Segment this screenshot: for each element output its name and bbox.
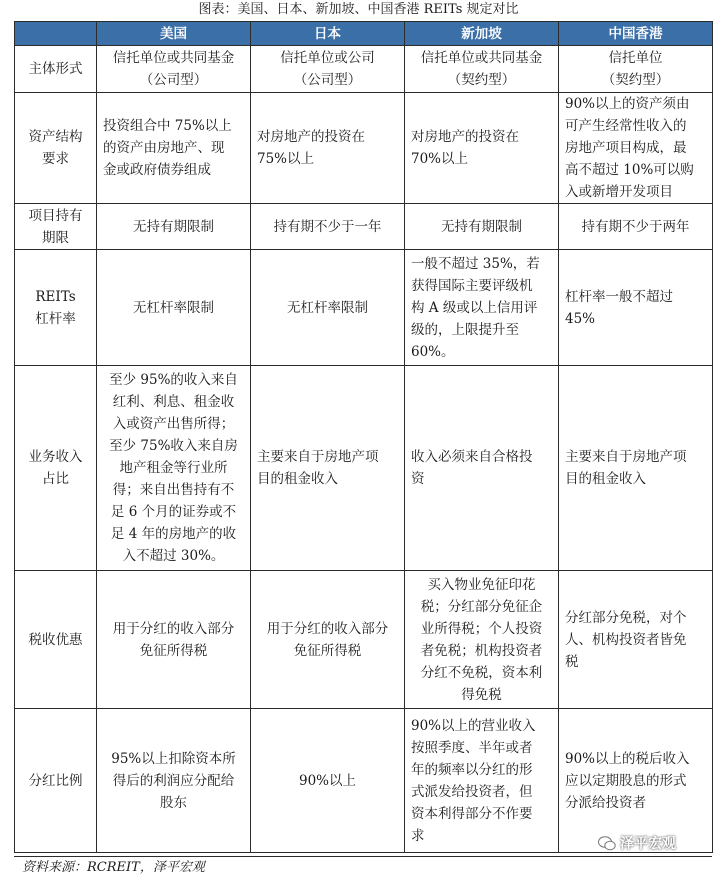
row-label-line: 项目持有 xyxy=(28,207,83,224)
row-label xyxy=(15,709,97,853)
cell-line: 用于分红的收入部分 xyxy=(266,620,389,637)
header-singapore: 新加坡 xyxy=(405,22,559,46)
cell-line: （契约型） xyxy=(601,72,670,88)
cell-usa xyxy=(97,366,251,571)
cell-line: 信托单位或共同基金 xyxy=(420,50,543,66)
table-row xyxy=(15,46,713,93)
cell-line: 75%以上 xyxy=(257,151,315,167)
cell-line: 至少 95%的收入来自 xyxy=(109,372,238,388)
row-label xyxy=(15,204,97,250)
cell-line: 信托单位 xyxy=(608,50,663,66)
cell-line: 分红部分免税，对个 xyxy=(565,609,687,626)
watermark-text: 泽平宏观 xyxy=(620,836,676,852)
comparison-table xyxy=(14,21,713,853)
cell-line: 红利、利息、租金收 xyxy=(112,394,235,410)
table-row xyxy=(15,204,713,250)
cell-line: 投资组合中 75%以上 xyxy=(103,118,232,134)
cell-line: 至少 75%收入来自房 xyxy=(109,438,238,454)
cell-line: （契约型） xyxy=(447,72,516,88)
cell-line: 对房地产的投资在 xyxy=(257,129,365,145)
cell-line: 得免税 xyxy=(461,686,502,703)
bottom-rule xyxy=(14,856,712,857)
row-label xyxy=(15,366,97,571)
cell-line: 90%以上的营业收入 xyxy=(411,717,536,734)
cell-line: 者免税；机构投资者 xyxy=(420,642,543,659)
cell-line: 足 6 个月的证券或不 xyxy=(110,504,237,520)
cell-line: 持有期不少于一年 xyxy=(273,218,382,235)
cell-japan xyxy=(251,366,405,571)
cell-singapore xyxy=(405,571,559,709)
header-row xyxy=(15,22,713,46)
row-label-line: 资产结构 xyxy=(28,129,83,145)
cell-line: 主要来自于房地产项 xyxy=(565,449,687,465)
cell-line: 信托单位或公司 xyxy=(280,50,375,66)
cell-singapore xyxy=(405,93,559,204)
row-label-line: REITs xyxy=(35,288,76,305)
row-label-line: 杠杆率 xyxy=(35,310,76,327)
cell-line: 目的租金收入 xyxy=(257,471,338,487)
cell-line: 杠杆率一般不超过 xyxy=(565,288,673,305)
cell-line: 信托单位或共同基金 xyxy=(112,50,235,66)
header-usa: 美国 xyxy=(97,22,251,46)
cell-line: 45% xyxy=(565,310,596,327)
cell-line: 可产生经常性收入的 xyxy=(565,118,687,134)
cell-line: 免征所得税 xyxy=(139,642,208,659)
table-row xyxy=(15,93,713,204)
cell-line: 买入物业免征印花 xyxy=(427,576,536,593)
row-label-line: 主体形式 xyxy=(28,61,83,77)
cell-hongkong xyxy=(559,46,713,93)
cell-line: 主要来自于房地产项 xyxy=(257,449,379,465)
cell-line: 90%以上的税后收入 xyxy=(565,750,690,767)
cell-line: 足 4 年的房地产的收 xyxy=(110,526,237,542)
cell-line: 分派给投资者 xyxy=(565,794,646,811)
table-row xyxy=(15,366,713,571)
cell-line: 得；来自出售持有不 xyxy=(112,482,235,498)
cell-hongkong xyxy=(559,571,713,709)
cell-line: 业所得税；个人投资 xyxy=(420,620,543,637)
cell-usa xyxy=(97,204,251,250)
cell-line: 的资产由房地产、现 xyxy=(103,140,225,156)
cell-line: 入或新增开发项目 xyxy=(565,184,673,200)
cell-line: 一般不超过 35%，若 xyxy=(411,255,540,272)
cell-line: 应以定期股息的形式 xyxy=(565,772,687,789)
cell-hongkong xyxy=(559,204,713,250)
table-row xyxy=(15,709,713,853)
cell-singapore xyxy=(405,46,559,93)
cell-line: 无持有期限制 xyxy=(133,218,214,235)
table-row xyxy=(15,250,713,366)
wechat-icon xyxy=(598,836,616,851)
cell-japan xyxy=(251,250,405,366)
cell-line: 90%以上 xyxy=(298,772,356,789)
cell-singapore xyxy=(405,709,559,853)
cell-line: （公司型） xyxy=(139,72,208,88)
row-label-line: 税收优惠 xyxy=(28,631,83,648)
cell-line: 求 xyxy=(411,827,425,844)
cell-line: 目的租金收入 xyxy=(565,471,646,487)
cell-line: 资本利得部分不作要 xyxy=(411,805,533,822)
cell-usa xyxy=(97,46,251,93)
cell-singapore xyxy=(405,204,559,250)
cell-singapore xyxy=(405,250,559,366)
cell-line: 入不超过 30%。 xyxy=(122,548,225,564)
row-label-line: 要求 xyxy=(42,151,69,167)
cell-line: 获得国际主要评级机 xyxy=(411,277,533,294)
watermark xyxy=(598,833,676,853)
cell-line: （公司型） xyxy=(293,72,362,88)
table-caption: 图表：美国、日本、新加坡、中国香港 REITs 规定对比 xyxy=(198,2,519,17)
cell-line: 免征所得税 xyxy=(293,642,362,659)
cell-line: 分红不免税，资本利 xyxy=(420,664,543,681)
cell-line: 90%以上的资产须由 xyxy=(565,96,690,112)
cell-line: 无杠杆率限制 xyxy=(133,299,214,316)
cell-line: 金或政府债券组成 xyxy=(103,162,211,178)
cell-line: 高不超过 10%可以购 xyxy=(565,162,694,178)
row-label xyxy=(15,571,97,709)
cell-line: 构 A 级或以上信用评 xyxy=(411,299,538,316)
cell-hongkong xyxy=(559,93,713,204)
cell-line: 得后的利润应分配给 xyxy=(112,772,235,789)
row-label-line: 期限 xyxy=(42,229,69,246)
cell-line: 地产租金等行业所 xyxy=(119,460,228,476)
row-label xyxy=(15,93,97,204)
cell-singapore xyxy=(405,366,559,571)
header-corner xyxy=(15,22,97,46)
cell-line: 持有期不少于两年 xyxy=(581,218,690,235)
cell-japan xyxy=(251,204,405,250)
cell-line: 70%以上 xyxy=(411,151,469,167)
cell-line: 收入必须来自合格投 xyxy=(411,449,533,465)
cell-line: 税 xyxy=(565,653,579,670)
cell-hongkong xyxy=(559,250,713,366)
table-row xyxy=(15,571,713,709)
cell-usa xyxy=(97,709,251,853)
cell-line: 对房地产的投资在 xyxy=(411,129,519,145)
cell-line: 股东 xyxy=(160,794,187,811)
header-japan: 日本 xyxy=(251,22,405,46)
source-note: 资料来源：RCREIT，泽平宏观 xyxy=(22,860,205,875)
row-label-line: 分红比例 xyxy=(28,772,83,789)
cell-line: 级的，上限提升至 xyxy=(411,321,519,338)
row-label xyxy=(15,250,97,366)
cell-line: 60%。 xyxy=(411,343,455,360)
cell-hongkong xyxy=(559,709,713,853)
cell-usa xyxy=(97,250,251,366)
cell-line: 按照季度、半年或者 xyxy=(411,739,533,756)
cell-line: 95%以上扣除资本所 xyxy=(111,750,236,767)
cell-usa xyxy=(97,571,251,709)
cell-line: 无持有期限制 xyxy=(441,218,522,235)
cell-line: 房地产项目构成，最 xyxy=(565,140,687,156)
cell-line: 资 xyxy=(411,471,425,487)
cell-usa xyxy=(97,93,251,204)
cell-japan xyxy=(251,571,405,709)
row-label-line: 占比 xyxy=(42,471,69,487)
cell-line: 用于分红的收入部分 xyxy=(112,620,235,637)
cell-hongkong xyxy=(559,366,713,571)
cell-line: 式派发给投资者，但 xyxy=(411,783,533,800)
cell-line: 年的频率以分红的形 xyxy=(411,761,533,778)
cell-line: 入或资产出售所得； xyxy=(112,416,235,432)
cell-japan xyxy=(251,46,405,93)
row-label xyxy=(15,46,97,93)
header-hongkong: 中国香港 xyxy=(559,22,713,46)
cell-line: 税；分红部分免征企 xyxy=(420,598,543,615)
cell-japan xyxy=(251,93,405,204)
cell-japan xyxy=(251,709,405,853)
cell-line: 人、机构投资者皆免 xyxy=(565,631,687,648)
cell-line: 无杠杆率限制 xyxy=(287,299,368,316)
row-label-line: 业务收入 xyxy=(28,449,83,465)
